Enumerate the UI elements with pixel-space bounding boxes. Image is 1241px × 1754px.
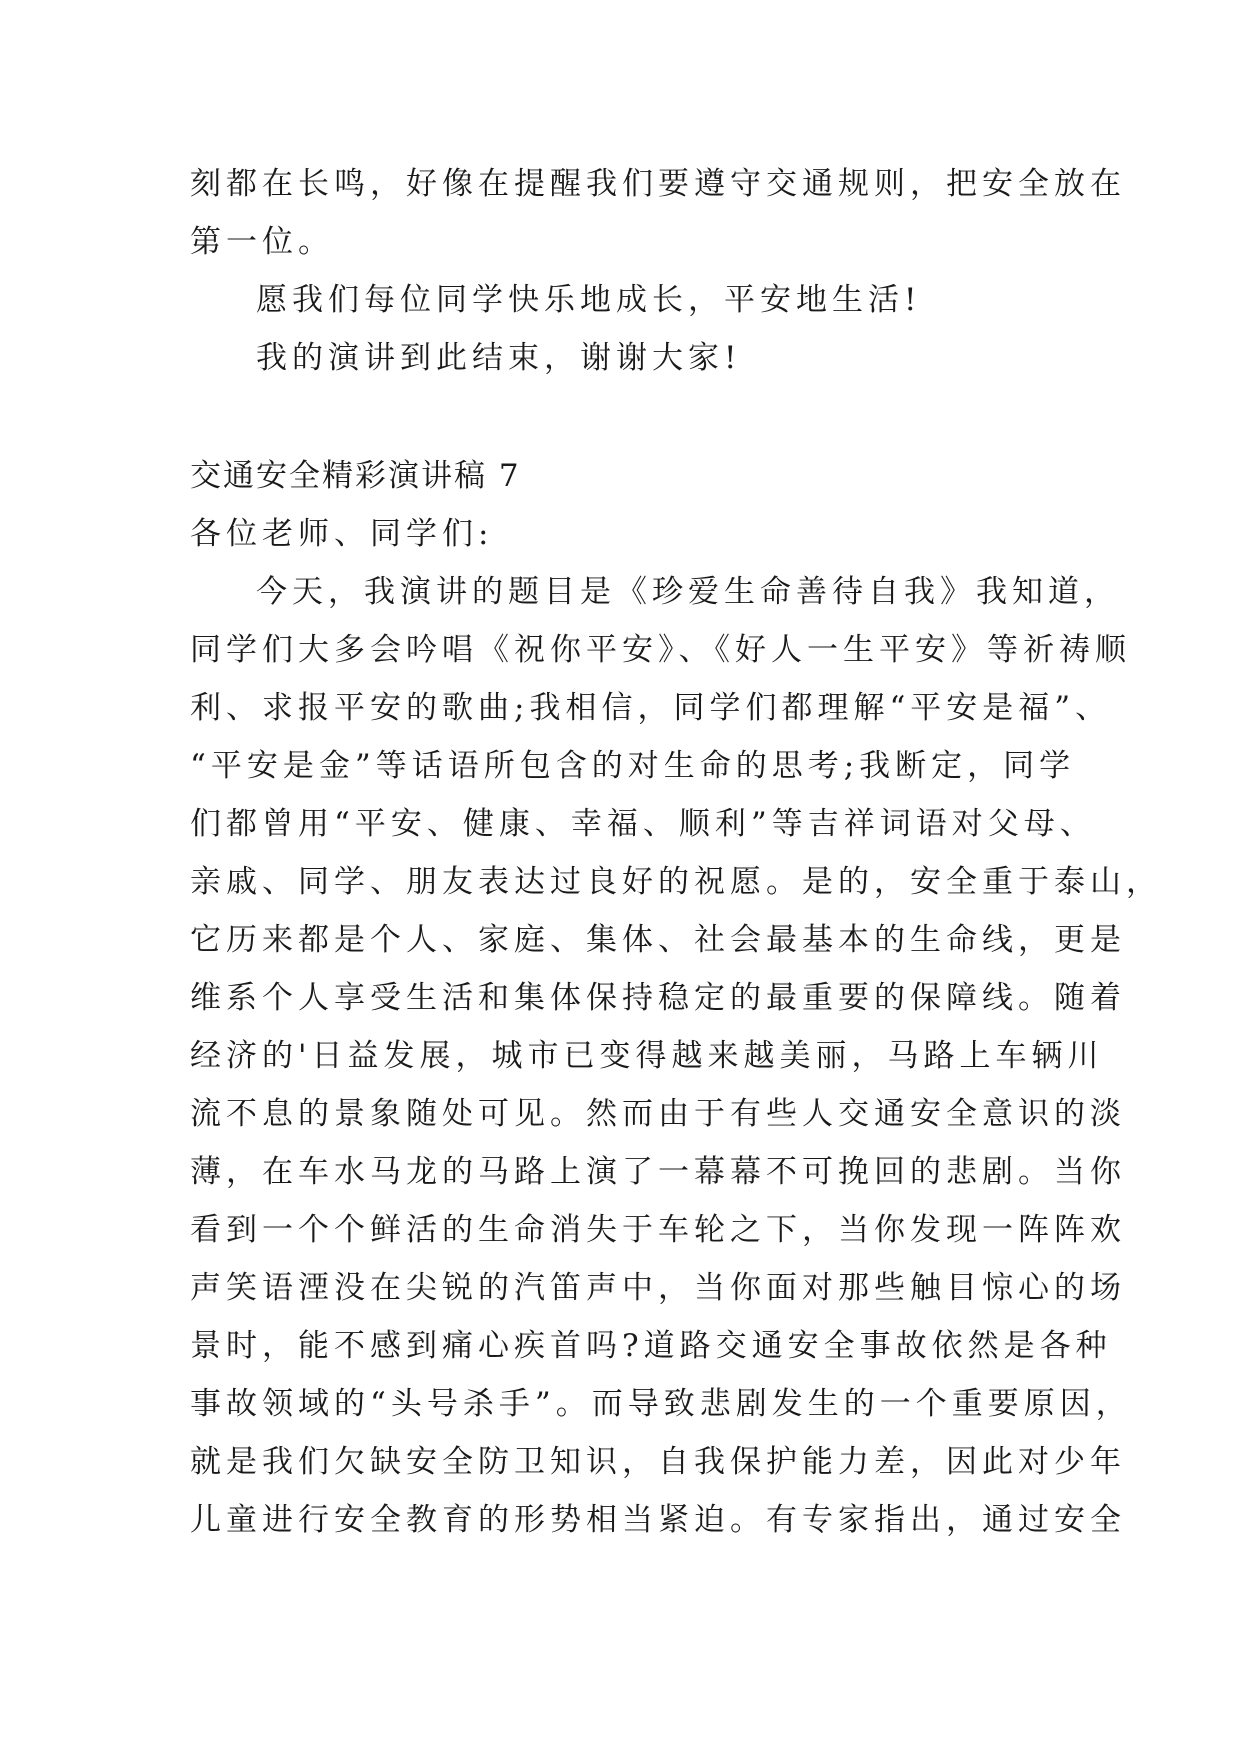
body-line: 流不息的景象随处可见。然而由于有些人交通安全意识的淡: [190, 1096, 1126, 1132]
body-line: 薄，在车水马龙的马路上演了一幕幕不可挽回的悲剧。当你: [190, 1154, 1126, 1190]
paragraph-line: 第一位。: [190, 224, 334, 260]
section-gap: [190, 387, 1050, 447]
body-line: 同学们大多会吟唱《祝你平安》、《好人一生平安》等祈祷顺: [190, 632, 1131, 668]
paragraph-line: 刻都在长鸣，好像在提醒我们要遵守交通规则，把安全放在: [190, 166, 1126, 202]
closing-wish: 愿我们每位同学快乐地成长，平安地生活!: [256, 282, 922, 318]
body-line: 它历来都是个人、家庭、集体、社会最基本的生命线，更是: [190, 922, 1126, 958]
greeting: 各位老师、同学们:: [190, 516, 494, 552]
body-line: 事故领域的“头号杀手”。而导致悲剧发生的一个重要原因，: [190, 1386, 1132, 1422]
closing-end: 我的演讲到此结束，谢谢大家!: [256, 340, 742, 376]
body-line: 今天，我演讲的题目是《珍爱生命善待自我》我知道，: [256, 574, 1120, 610]
body-line: 们都曾用“平安、健康、幸福、顺利”等吉祥词语对父母、: [190, 806, 1096, 842]
section-title: 交通安全精彩演讲稿 7: [190, 458, 521, 494]
body-line: “平安是金”等话语所包含的对生命的思考;我断定，同学: [190, 748, 1076, 784]
body-line: 经济的'日益发展，城市已变得越来越美丽，马路上车辆川: [190, 1038, 1104, 1074]
body-line: 声笑语湮没在尖锐的汽笛声中，当你面对那些触目惊心的场: [190, 1270, 1126, 1306]
document-content: [190, 155, 1162, 1549]
body-line: 看到一个个鲜活的生命消失于车轮之下，当你发现一阵阵欢: [190, 1212, 1126, 1248]
body-line: 儿童进行安全教育的形势相当紧迫。有专家指出，通过安全: [190, 1502, 1126, 1538]
body-line: 景时，能不感到痛心疾首吗?道路交通安全事故依然是各种: [190, 1328, 1112, 1364]
body-line: 就是我们欠缺安全防卫知识，自我保护能力差，因此对少年: [190, 1444, 1126, 1480]
body-line: 利、求报平安的歌曲;我相信，同学们都理解“平安是福”、: [190, 690, 1112, 726]
body-line: 维系个人享受生活和集体保持稳定的最重要的保障线。随着: [190, 980, 1126, 1016]
body-line: 亲戚、同学、朋友表达过良好的祝愿。是的，安全重于泰山，: [190, 864, 1162, 900]
